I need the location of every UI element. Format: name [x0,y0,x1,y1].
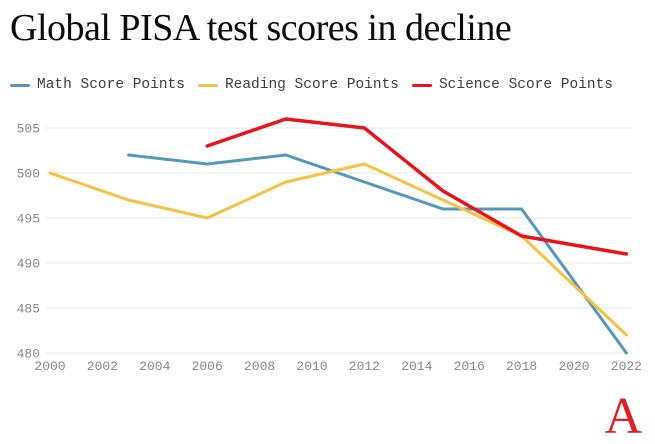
brand-logo: A [604,388,642,444]
y-tick-label-495: 495 [16,211,40,227]
y-tick-label-485: 485 [16,301,40,317]
legend-label-math: Math Score Points [37,77,185,93]
x-tick-label-2016: 2016 [453,359,485,374]
line-math-score-points [129,155,627,353]
x-tick-label-2018: 2018 [505,359,538,374]
x-tick-label-2006: 2006 [191,359,223,374]
x-tick-label-2000: 2000 [34,359,66,374]
x-tick-label-2012: 2012 [348,359,381,374]
x-tick-label-2020: 2020 [558,359,590,374]
x-tick-label-2008: 2008 [243,359,276,374]
legend-label-reading: Reading Score Points [224,77,399,93]
x-tick-label-2002: 2002 [86,359,119,374]
legend-label-science: Science Score Points [438,77,613,93]
x-tick-label-2010: 2010 [296,359,328,374]
x-tick-label-2004: 2004 [139,359,171,374]
y-tick-label-500: 500 [16,166,40,182]
line-reading-score-points [50,164,626,335]
x-tick-label-2022: 2022 [610,359,643,374]
y-tick-label-505: 505 [16,121,40,137]
y-tick-label-490: 490 [16,256,40,272]
chart-title: Global PISA test scores in decline [10,7,512,49]
y-tick-label-480: 480 [16,346,40,362]
x-tick-label-2014: 2014 [401,359,433,374]
